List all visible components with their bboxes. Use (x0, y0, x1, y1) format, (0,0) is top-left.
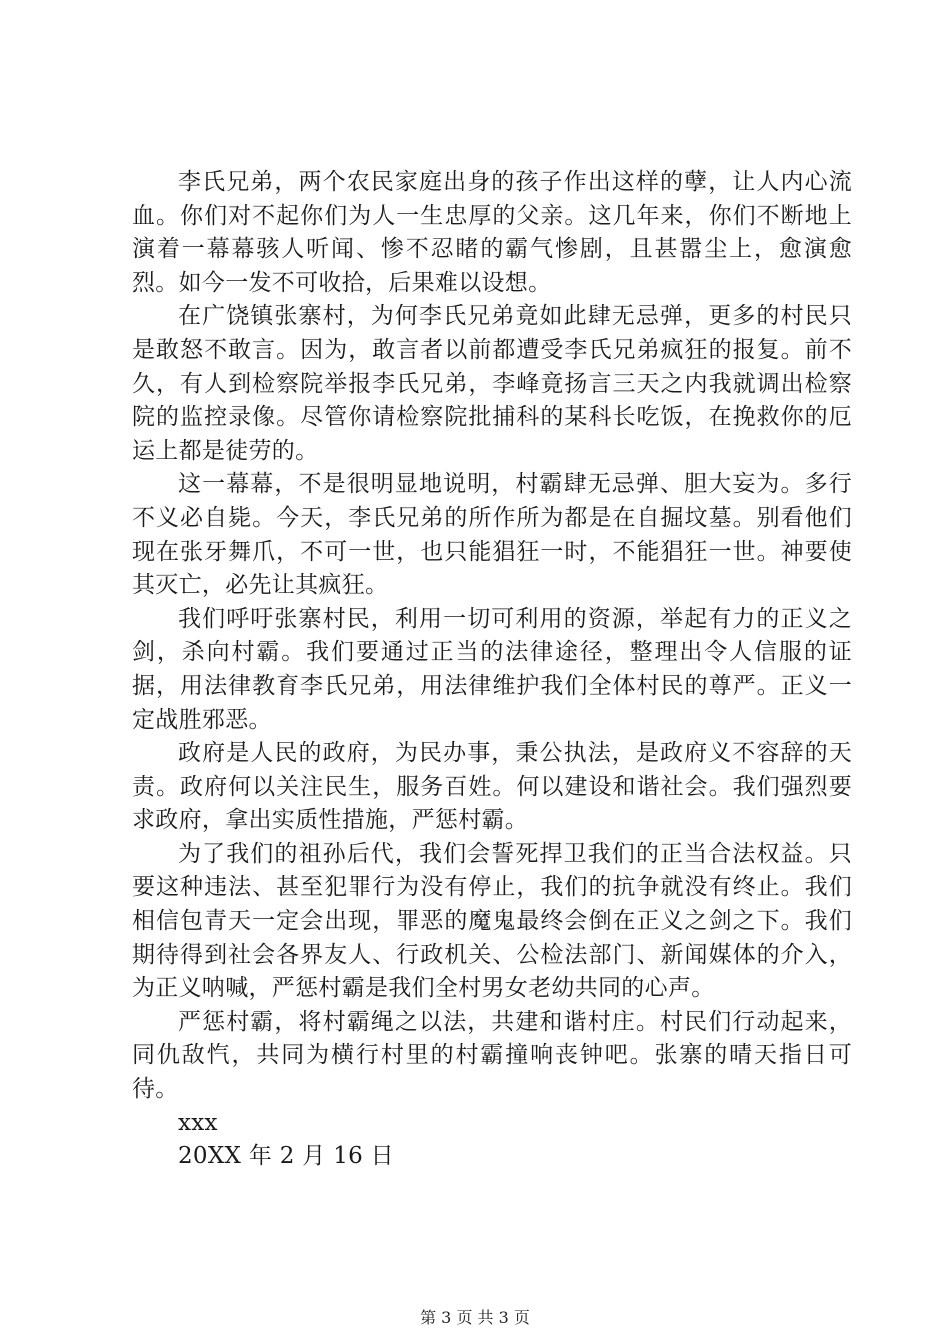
letter-body (132, 166, 852, 1174)
paragraph-1: 李氏兄弟，两个农民家庭出身的孩子作出这样的孽，让人内心流血。你们对不起你们为人一生忠厚的父亲。这几年来，你们不断地上演着一幕幕骇人听闻、惨不忍睹的霸气惨剧，且甚嚣尘上，愈演愈烈。如今一发不可收拾，后果难以设想。 (132, 169, 852, 296)
paragraph-2: 在广饶镇张寨村，为何李氏兄弟竟如此肆无忌弹，更多的村民只是敢怒不敢言。因为，敢言者以前都遭受李氏兄弟疯狂的报复。前不久，有人到检察院举报李氏兄弟，李峰竟扬言三天之内我就调出检察院的监控录像。尽管你请检察院批捕科的某科长吃饭，在挽救你的厄运上都是徒劳的。 (132, 303, 852, 464)
signature-date: 20XX 年 2 月 16 日 (178, 1143, 394, 1170)
paragraph-4: 我们呼吁张寨村民，利用一切可利用的资源，举起有力的正义之剑，杀向村霸。我们要通过正当的法律途径，整理出令人信服的证据，用法律教育李氏兄弟，用法律维护我们全体村民的尊严。正义一定战胜邪恶。 (132, 605, 852, 733)
signature-name: xxx (178, 1109, 218, 1136)
paragraph-3: 这一幕幕，不是很明显地说明，村霸肆无忌弹、胆大妄为。多行不义必自毙。今天，李氏兄弟的所作所为都是在自掘坟墓。别看他们现在张牙舞爪，不可一世，也只能猖狂一时，不能猖狂一世。神要使其灭亡，必先让其疯狂。 (132, 471, 852, 599)
paragraph-5: 政府是人民的政府，为民办事，秉公执法，是政府义不容辞的天责。政府何以关注民生，服务百姓。何以建设和谐社会。我们强烈要求政府，拿出实质性措施，严惩村霸。 (132, 740, 852, 834)
paragraph-7: 严惩村霸，将村霸绳之以法，共建和谐村庄。村民们行动起来，同仇敌忾，共同为横行村里的村霸撞响丧钟吧。张寨的晴天指日可待。 (132, 1008, 852, 1103)
page-footer: 第 3 页 共 3 页 (420, 1308, 530, 1327)
paragraph-6: 为了我们的祖孙后代，我们会誓死捍卫我们的正当合法权益。只要这种违法、甚至犯罪行为没有停止，我们的抗争就没有终止。我们相信包青天一定会出现，罪恶的魔鬼最终会倒在正义之剑之下。我们期待得到社会各界友人、行政机关、公检法部门、新闻媒体的介入，为正义呐喊，严惩村霸是我们全村男女老幼共同的心声。 (132, 840, 852, 1002)
